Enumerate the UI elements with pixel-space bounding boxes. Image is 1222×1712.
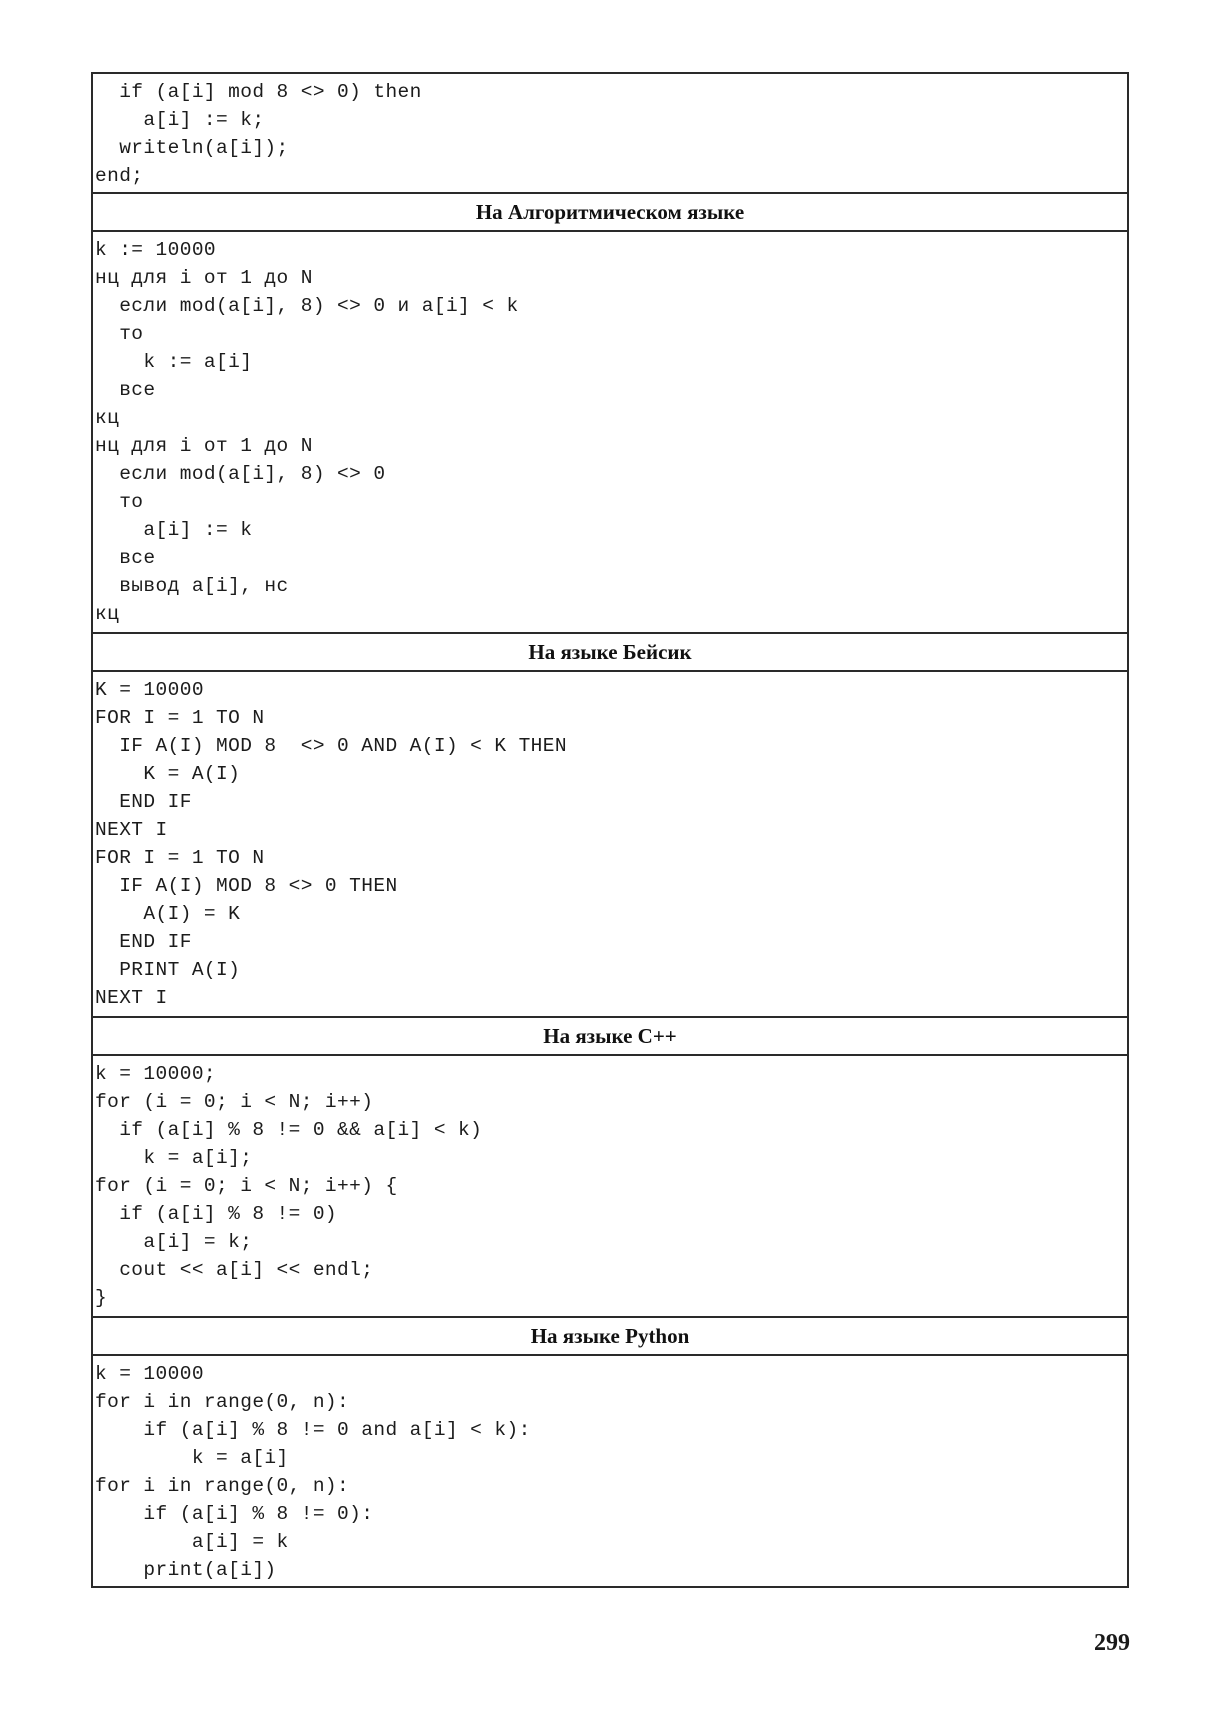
code-line: NEXT I bbox=[95, 819, 168, 841]
code-line: cout << a[i] << endl; bbox=[95, 1259, 374, 1281]
code-line: кц bbox=[95, 603, 120, 625]
code-line: K = A(I) bbox=[95, 763, 241, 785]
code-line: a[i] := k bbox=[95, 519, 253, 541]
code-line: FOR I = 1 TO N bbox=[95, 847, 265, 869]
code-line: end; bbox=[95, 165, 144, 187]
basic-section-header: На языке Бейсик bbox=[93, 632, 1127, 672]
code-line: for i in range(0, n): bbox=[95, 1391, 350, 1413]
code-line: вывод a[i], нс bbox=[95, 575, 289, 597]
code-line: k = a[i]; bbox=[95, 1147, 253, 1169]
code-line: for i in range(0, n): bbox=[95, 1475, 350, 1497]
code-line: k = 10000 bbox=[95, 1363, 204, 1385]
algorithmic-section-header: На Алгоритмическом языке bbox=[93, 192, 1127, 232]
code-line: if (a[i] % 8 != 0) bbox=[95, 1203, 338, 1225]
code-listing-table bbox=[91, 72, 1129, 1588]
code-line: IF A(I) MOD 8 <> 0 AND A(I) < K THEN bbox=[95, 735, 567, 757]
cpp-code-block bbox=[93, 1056, 1127, 1316]
pascal-code-block bbox=[93, 74, 1127, 192]
code-line: if (a[i] % 8 != 0 && a[i] < k) bbox=[95, 1119, 483, 1141]
code-line: NEXT I bbox=[95, 987, 168, 1009]
code-line: k := a[i] bbox=[95, 351, 253, 373]
algorithmic-code-block bbox=[93, 232, 1127, 632]
code-line: k = a[i] bbox=[95, 1447, 289, 1469]
code-line: k = 10000; bbox=[95, 1063, 217, 1085]
python-code-block bbox=[93, 1356, 1127, 1586]
code-line: то bbox=[95, 323, 144, 345]
code-line: if (a[i] % 8 != 0 and a[i] < k): bbox=[95, 1419, 531, 1441]
code-line: IF A(I) MOD 8 <> 0 THEN bbox=[95, 875, 398, 897]
code-line: кц bbox=[95, 407, 120, 429]
code-line: если mod(a[i], 8) <> 0 и a[i] < k bbox=[95, 295, 519, 317]
code-line: нц для i от 1 до N bbox=[95, 435, 313, 457]
code-line: PRINT A(I) bbox=[95, 959, 241, 981]
code-line: for (i = 0; i < N; i++) { bbox=[95, 1175, 398, 1197]
code-line: a[i] := k; bbox=[95, 109, 265, 131]
code-line: for (i = 0; i < N; i++) bbox=[95, 1091, 374, 1113]
code-line: FOR I = 1 TO N bbox=[95, 707, 265, 729]
code-line: if (a[i] mod 8 <> 0) then bbox=[95, 81, 422, 103]
page-number: 299 bbox=[1094, 1630, 1130, 1656]
code-line: if (a[i] % 8 != 0): bbox=[95, 1503, 374, 1525]
python-section-header: На языке Python bbox=[93, 1316, 1127, 1356]
code-line: END IF bbox=[95, 931, 192, 953]
code-line: k := 10000 bbox=[95, 239, 217, 261]
basic-code-block bbox=[93, 672, 1127, 1016]
code-line: } bbox=[95, 1287, 108, 1309]
code-line: a[i] = k bbox=[95, 1531, 289, 1553]
cpp-section-header: На языке C++ bbox=[93, 1016, 1127, 1056]
code-line: все bbox=[95, 379, 156, 401]
code-line: если mod(a[i], 8) <> 0 bbox=[95, 463, 386, 485]
code-line: A(I) = K bbox=[95, 903, 241, 925]
code-line: writeln(a[i]); bbox=[95, 137, 289, 159]
code-line: print(a[i]) bbox=[95, 1559, 277, 1581]
code-line: END IF bbox=[95, 791, 192, 813]
code-line: нц для i от 1 до N bbox=[95, 267, 313, 289]
code-line: то bbox=[95, 491, 144, 513]
code-line: a[i] = k; bbox=[95, 1231, 253, 1253]
code-line: K = 10000 bbox=[95, 679, 204, 701]
code-line: все bbox=[95, 547, 156, 569]
